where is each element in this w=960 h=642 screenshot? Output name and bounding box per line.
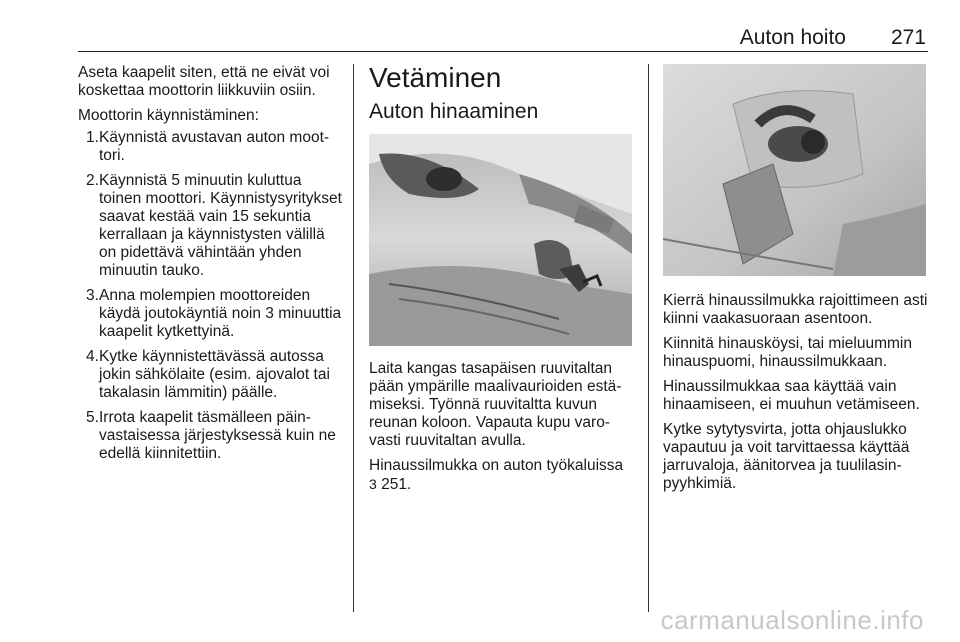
step-text: Irrota kaapelit täsmälleen päinvastaisessa järjestyksessä kuin ne edellä kiinnitettiin. — [99, 409, 336, 462]
list-item: 5. Irrota kaapelit täsmälleen päinvastaisessa järjestyksessä kuin ne edellä kiinnitettiin. — [78, 409, 346, 463]
header-rule — [78, 51, 928, 52]
step-text: Anna molempien moottoreiden käydä joutokäyntiä noin 3 minuuttia kaapelit kytkettyinä. — [99, 287, 342, 340]
step-text: Käynnistä 5 minuutin kuluttua toinen moottori. Käynnistysyritykset saavat kestää vain 15 sekuntia kerrallaan ja käynnistysten välillä on pidettävä vähintään yhden minuutin tauko. — [99, 172, 342, 279]
steps-list — [78, 129, 346, 463]
body-paragraph: Kiinnitä hinausköysi, tai mieluummin hinauspuomi, hinaussilmukkaan. — [663, 335, 912, 370]
car-front-bumper-photo — [369, 134, 632, 346]
xref-page-link[interactable]: 251. — [381, 476, 412, 493]
column-divider — [648, 64, 649, 612]
column-right — [663, 64, 929, 500]
watermark: carmanualsonline.info — [660, 605, 924, 635]
body-paragraph: Hinaussilmukkaa saa käyttää vain hinaamiseen, ei muuhun vetämiseen. — [663, 378, 920, 413]
step-text: Käynnistä avustavan auton moottori. — [99, 129, 330, 164]
intro-paragraph: Aseta kaapelit siten, että ne eivät voi koskettaa moottorin liikkuviin osiin. — [78, 64, 330, 99]
body-paragraph: Kytke sytytysvirta, jotta ohjauslukko vapautuu ja voit tarvittaessa käyttää jarruvaloja, äänitorvea ja tuulilasinpyyhkimiä. — [663, 421, 910, 492]
body-paragraph: Kierrä hinaussilmukka rajoittimeen asti kiinni vaakasuoraan asentoon. — [663, 292, 928, 327]
page-number: 271 — [890, 26, 926, 49]
body-paragraph: Laita kangas tasapäisen ruuvitaltan pään ympärille maalivaurioiden estämiseksi. Työnnä ruuvitaltta kuvun reunan koloon. Vapauta kupu varovasti ruuvitaltan avulla. — [369, 360, 622, 449]
section-heading: Vetäminen — [369, 62, 502, 93]
list-item: 4. Kytke käynnistettävässä autossa jokin sähkölaite (esim. ajovalot tai takalasin lämmitin) päälle. — [78, 348, 346, 402]
list-item: 2. Käynnistä 5 minuutin kuluttua toinen moottori. Käynnistysyritykset saavat kestää vain 15 sekuntia kerrallaan ja käynnistysten välillä on pidettävä vähintään yhden minuutin tauko. — [78, 172, 346, 280]
column-divider — [353, 64, 354, 612]
column-middle — [369, 64, 635, 501]
column-left — [78, 64, 346, 470]
body-paragraph — [369, 457, 635, 494]
list-item: 1. Käynnistä avustavan auton moottori. — [78, 129, 346, 165]
xref-text: Hinaussilmukka on auton työkaluissa — [369, 457, 624, 474]
page-header — [78, 22, 928, 52]
step-text: Kytke käynnistettävässä autossa jokin sähkölaite (esim. ajovalot tai takalasin lämmitin) päälle. — [99, 348, 330, 401]
list-item: 3. Anna molempien moottoreiden käydä joutokäyntiä noin 3 minuuttia kaapelit kytkettyinä. — [78, 287, 346, 341]
starting-label: Moottorin käynnistäminen: — [78, 107, 259, 124]
tow-eye-photo — [663, 64, 926, 276]
subsection-heading: Auton hinaaminen — [369, 100, 539, 123]
page-reference-icon: 3 — [369, 476, 377, 492]
section-title: Auton hoito — [739, 26, 846, 49]
